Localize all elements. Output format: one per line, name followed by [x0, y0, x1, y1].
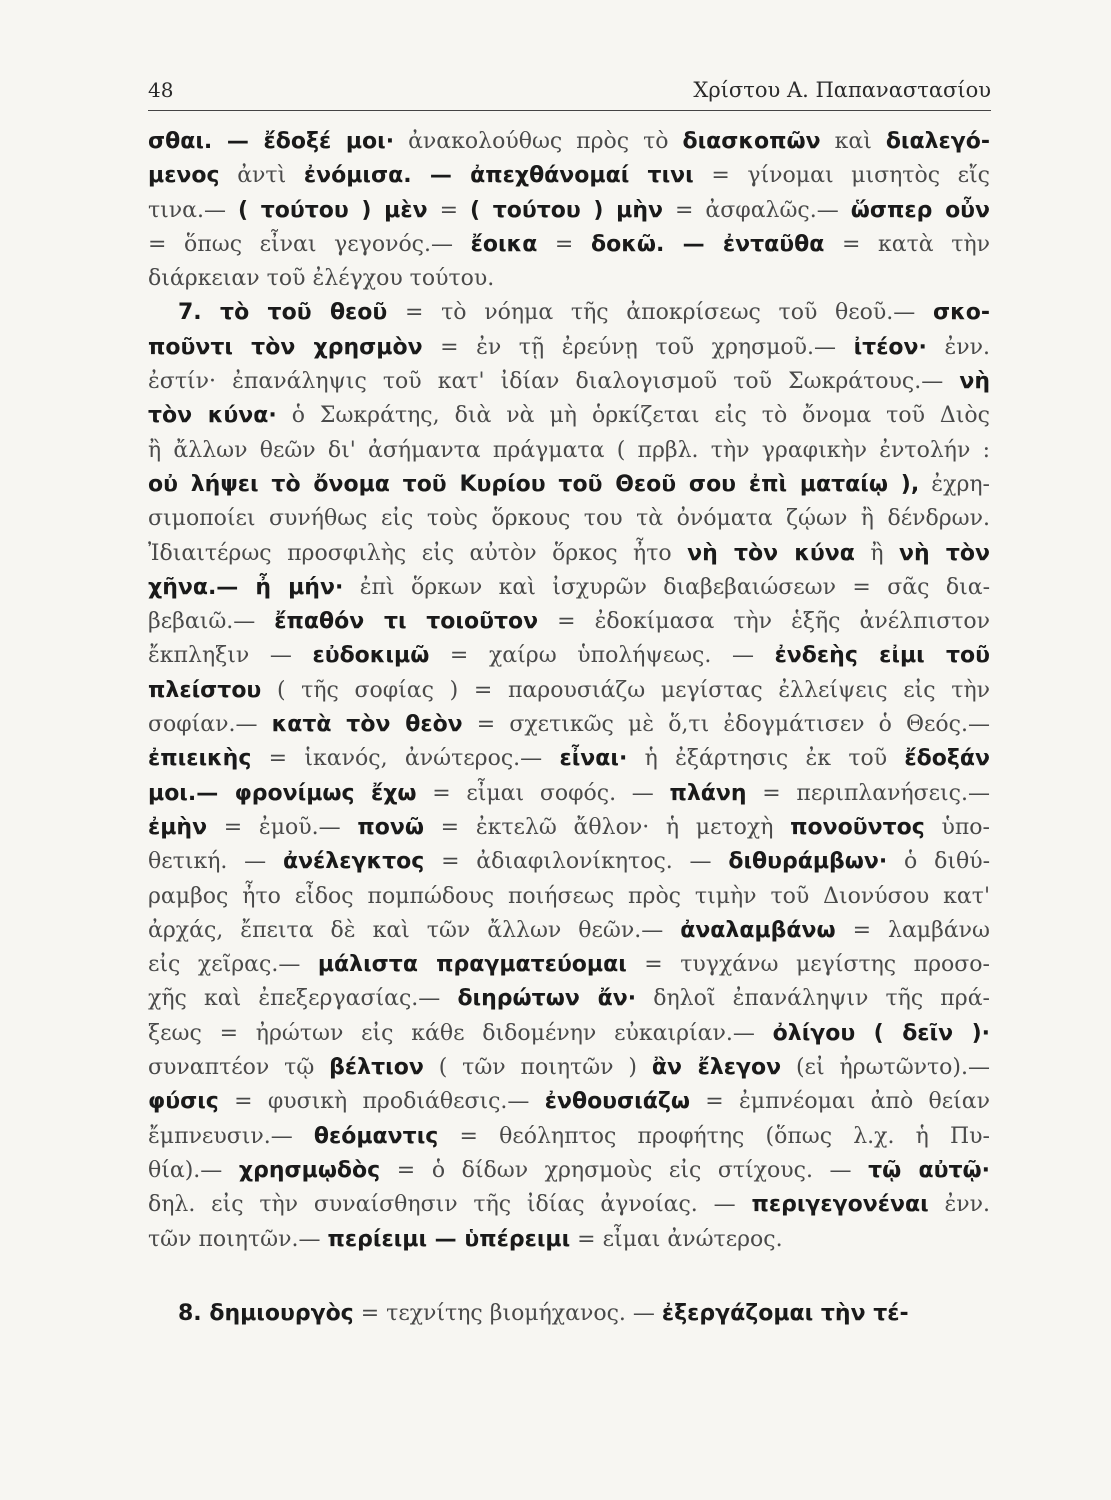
- text-line: [148, 399, 990, 433]
- bold-term: ἐνόμισα. — ἀπεχθάνομαί τινι: [303, 163, 694, 189]
- gloss-text: θία).—: [148, 1157, 239, 1183]
- gloss-text: ξεως = ἠρώτων εἰς κάθε διδομένην εὐκαιρίαν.—: [148, 1020, 773, 1046]
- gloss-text: ἀντὶ: [219, 163, 304, 189]
- gloss-text: ( τῶν ποιητῶν ): [423, 1055, 652, 1081]
- text-line: [148, 605, 990, 639]
- text-line: [148, 674, 990, 708]
- bold-term: 7. τὸ τοῦ θεοῦ: [178, 300, 388, 326]
- gloss-text: = τυγχάνω μεγίστης προσο-: [626, 952, 990, 978]
- bold-term: εὐδοκιμῶ: [312, 643, 430, 669]
- bold-term: ἐξεργάζομαι τὴν τέ-: [661, 1300, 909, 1326]
- bold-term: ἔοικα: [470, 231, 538, 257]
- gloss-text: εἰς χεῖρας.—: [148, 952, 318, 978]
- text-line: [148, 880, 990, 914]
- bold-term: νὴ τὸν: [899, 540, 990, 566]
- text-line: [148, 1154, 990, 1188]
- gloss-text: = περιπλανήσεις.—: [746, 780, 990, 806]
- gloss-text: θετική. —: [148, 849, 283, 875]
- gloss-text: = ἐκτελῶ ἄθλον· ἡ μετοχὴ: [423, 814, 791, 840]
- gloss-text: = ἐμπνέομαι ἀπὸ θείαν: [689, 1089, 990, 1115]
- text-line: [148, 1051, 990, 1085]
- text-line: [148, 296, 990, 330]
- text-line: [148, 708, 990, 742]
- gloss-text: δηλ. εἰς τὴν συναίσθησιν τῆς ἰδίας ἀγνοίας. —: [148, 1192, 752, 1218]
- bold-term: εἶναι·: [559, 746, 628, 772]
- gloss-text: = λαμβάνω: [835, 917, 990, 943]
- gloss-text: χῆς καὶ ἐπεξεργασίας.—: [148, 986, 458, 1012]
- text-line: [148, 1188, 990, 1222]
- gloss-text: = ἀδιαφιλονίκητος. —: [424, 849, 729, 875]
- gloss-text: διάρκειαν τοῦ ἐλέγχου τούτου.: [148, 266, 495, 292]
- bold-term: σκο-: [933, 300, 990, 326]
- bold-term: ἔπαθόν τι τοιοῦτον: [274, 609, 539, 635]
- text-line: [148, 365, 990, 399]
- bold-term: διαλεγό-: [885, 129, 990, 154]
- bold-term: πλάνη: [669, 780, 747, 806]
- gloss-text: =: [537, 231, 591, 257]
- gloss-text: = ἀσφαλῶς.—: [662, 197, 851, 223]
- gloss-text: = θεόληπτος προφήτης (ὅπως λ.χ. ἡ Πυ-: [438, 1123, 990, 1149]
- gloss-text: = ἐδοκίμασα τὴν ἑξῆς ἀνέλπιστον: [538, 609, 990, 635]
- gloss-text: = κατὰ τὴν: [824, 231, 990, 257]
- bold-term: δοκῶ. — ἐνταῦθα: [590, 231, 825, 257]
- gloss-text: = ὁ δίδων χρησμοὺς εἰς στίχους. —: [380, 1157, 869, 1183]
- bold-term: ἂν ἔλεγον: [651, 1055, 782, 1081]
- gloss-text: = εἶμαι σοφός. —: [416, 780, 670, 806]
- page-number: 48: [148, 78, 174, 102]
- bold-term: νὴ τὸν κύνα: [687, 540, 855, 566]
- gloss-text: σιμοποίει συνήθως εἰς τοὺς ὅρκους του τὰ ὀνόματα ζῴων ἢ δένδρων.: [148, 506, 990, 532]
- gloss-text: ἔκπληξιν —: [148, 643, 313, 669]
- gloss-text: ἐνν.: [928, 1192, 990, 1218]
- bold-term: πλείστου: [148, 677, 262, 703]
- gloss-text: δηλοῖ ἐπανάληψιν τῆς πρά-: [636, 986, 990, 1012]
- text-line: [148, 1223, 990, 1257]
- gloss-text: τῶν ποιητῶν.—: [148, 1226, 328, 1252]
- bold-term: ἐπιεικὴς: [148, 746, 252, 772]
- bold-term: ποῦντι τὸν χρησμὸν: [148, 334, 423, 360]
- bold-term: μοι.— φρονίμως ἔχω: [148, 780, 417, 806]
- gloss-text: ἐπὶ ὅρκων καὶ ἰσχυρῶν διαβεβαιώσεων = σᾶς δια-: [343, 574, 990, 600]
- gloss-text: (εἰ ἠρωτῶντο).—: [781, 1055, 990, 1081]
- bold-term: θεόμαντις: [313, 1123, 439, 1149]
- gloss-text: ἀρχάς, ἔπειτα δὲ καὶ τῶν ἄλλων θεῶν.—: [148, 917, 681, 943]
- gloss-text: = ὅπως εἶναι γεγονός.—: [148, 231, 471, 257]
- bold-term: ὀλίγου ( δεῖν )·: [772, 1020, 990, 1046]
- text-line: [148, 125, 990, 159]
- bold-term: φύσις: [148, 1089, 219, 1115]
- bold-term: ἔδοξάν: [904, 746, 990, 772]
- bold-term: διασκοπῶν: [682, 129, 821, 154]
- text-line: [148, 1017, 990, 1051]
- gloss-text: = τὸ νόημα τῆς ἀποκρίσεως τοῦ θεοῦ.—: [387, 300, 933, 326]
- gloss-text: ὑπο-: [924, 814, 990, 840]
- gloss-text: = φυσικὴ προδιάθεσις.—: [218, 1089, 545, 1115]
- gloss-text: Ἰδιαιτέρως προσφιλὴς εἰς αὐτὸν ὅρκος ἦτο: [148, 540, 688, 566]
- gloss-text: = εἶμαι ἀνώτερος.: [570, 1226, 783, 1252]
- text-line: [148, 948, 990, 982]
- text-line: [148, 982, 990, 1016]
- bold-term: τῷ αὐτῷ·: [868, 1157, 990, 1183]
- bold-term: μάλιστα πραγματεύομαι: [317, 952, 627, 978]
- bold-term: διθυράμβων·: [728, 849, 888, 875]
- bold-term: ἀνέλεγκτος: [282, 849, 425, 875]
- gloss-text: = σχετικῶς μὲ ὅ,τι ἐδογμάτισεν ὁ Θεός.—: [462, 712, 990, 738]
- gloss-text: ὁ Σωκράτης, διὰ νὰ μὴ ὁρκίζεται εἰς τὸ ὄνομα τοῦ Διὸς: [276, 403, 990, 429]
- gloss-text: ἀνακολούθως πρὸς τὸ: [394, 129, 683, 154]
- bold-term: ἀναλαμβάνω: [680, 917, 836, 943]
- gloss-text: ὁ διθύ-: [887, 849, 990, 875]
- gloss-text: = ἱκανός, ἀνώτερος.—: [251, 746, 560, 772]
- bold-term: περιγεγονέναι: [751, 1192, 929, 1218]
- text-line: [148, 262, 990, 296]
- text-line: [148, 228, 990, 262]
- gloss-text: τινα.—: [148, 197, 239, 223]
- text-line: [148, 1120, 990, 1154]
- gloss-text: ἢ ἄλλων θεῶν δι' ἀσήμαντα πράγματα ( πρβλ. τὴν γραφικὴν ἐντολήν :: [148, 437, 990, 463]
- bold-term: μενος: [148, 163, 220, 189]
- bold-term: διηρώτων ἄν·: [457, 986, 637, 1012]
- text-line: [148, 639, 990, 673]
- gloss-text: = ἐν τῇ ἐρεύνῃ τοῦ χρησμοῦ.—: [422, 334, 854, 360]
- text-line: [148, 537, 990, 571]
- bold-term: ( τούτου ) μὲν: [238, 197, 428, 223]
- text-line: [148, 777, 990, 811]
- gloss-text: βεβαιῶ.—: [148, 609, 275, 635]
- text-line: [148, 571, 990, 605]
- bold-term: περίειμι — ὑπέρειμι: [327, 1226, 571, 1252]
- gloss-text: =: [427, 197, 471, 223]
- running-head: Χρίστου Α. Παπαναστασίου: [693, 78, 991, 102]
- gloss-text: = γίνομαι μισητὸς εἴς: [693, 163, 990, 189]
- bold-term: κατὰ τὸν θεὸν: [271, 712, 463, 738]
- bold-term: νὴ: [959, 369, 990, 395]
- bold-term: ( τούτου ) μὴν: [470, 197, 663, 223]
- text-line: [148, 914, 990, 948]
- page-header: [148, 70, 991, 111]
- gloss-text: ἐνν.: [926, 334, 990, 360]
- text-line: [148, 742, 990, 776]
- text-line: [148, 434, 990, 468]
- text-line: [148, 811, 990, 845]
- gloss-text: = χαίρω ὑπολήψεως. —: [429, 643, 775, 669]
- text-line: [148, 845, 990, 879]
- gloss-text: ἔμπνευσιν.—: [148, 1123, 314, 1149]
- text-line: [148, 502, 990, 536]
- gloss-text: ἐχρη-: [919, 471, 990, 497]
- bold-term: 8. δημιουργὸς: [178, 1300, 354, 1326]
- text-line: [148, 468, 990, 502]
- gloss-text: = τεχνίτης βιομήχανος. —: [353, 1300, 662, 1326]
- bold-term: ἰτέον·: [853, 334, 927, 360]
- text-line: [148, 194, 990, 228]
- gloss-text: συναπτέον τῷ: [148, 1055, 330, 1081]
- bold-term: ἐνδεὴς εἰμι τοῦ: [774, 643, 990, 669]
- text-line: [148, 159, 990, 193]
- bold-term: ἐμὴν: [148, 814, 208, 840]
- gloss-text: καὶ: [820, 129, 886, 154]
- gloss-text: ἡ ἐξάρτησις ἐκ τοῦ: [627, 746, 905, 772]
- bold-term: σθαι. — ἔδοξέ μοι·: [148, 129, 395, 154]
- text-line: [148, 1297, 990, 1331]
- bold-term: χρησμῳδὸς: [238, 1157, 381, 1183]
- gloss-text: ἢ: [854, 540, 900, 566]
- text-line: [148, 1085, 990, 1119]
- bold-term: ὥσπερ οὖν: [850, 197, 990, 223]
- bold-term: βέλτιον: [329, 1055, 424, 1081]
- gloss-text: ( τῆς σοφίας ) = παρουσιάζω μεγίστας ἐλλείψεις εἰς τὴν: [261, 677, 990, 703]
- gloss-text: σοφίαν.—: [148, 712, 272, 738]
- bold-term: χῆνα.— ἦ μήν·: [148, 574, 344, 600]
- gloss-text: ραμβος ἦτο εἶδος πομπώδους ποιήσεως πρὸς τιμὴν τοῦ Διονύσου κατ': [148, 883, 990, 909]
- bold-term: πονῶ: [357, 814, 424, 840]
- text-line: [148, 331, 990, 365]
- bold-term: τὸν κύνα·: [148, 403, 277, 429]
- page-body-text: [148, 125, 990, 1331]
- bold-term: οὐ λήψει τὸ ὄνομα τοῦ Κυρίου τοῦ Θεοῦ σου ἐπὶ ματαίῳ ),: [148, 471, 920, 497]
- gloss-text: ἐστίν· ἐπανάληψις τοῦ κατ' ἰδίαν διαλογισμοῦ τοῦ Σωκράτους.—: [148, 369, 960, 395]
- bold-term: ἐνθουσιάζω: [544, 1089, 690, 1115]
- gloss-text: = ἐμοῦ.—: [207, 814, 358, 840]
- bold-term: πονοῦντος: [790, 814, 925, 840]
